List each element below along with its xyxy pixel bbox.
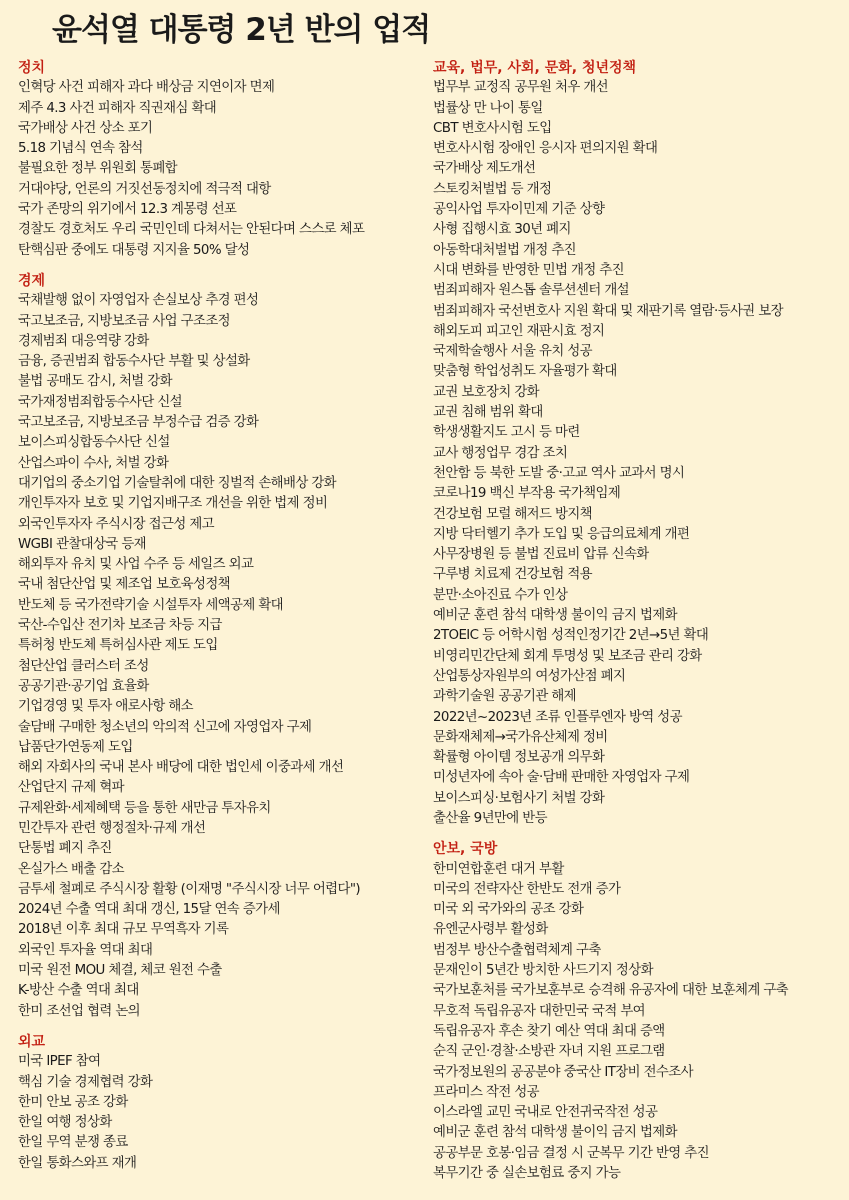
left-column xyxy=(18,58,428,1174)
list-item: 독립유공자 후손 찾기 예산 역대 최대 증액 xyxy=(433,1023,665,1039)
item-list xyxy=(18,78,428,261)
list-item: 보이스피싱합동수사단 신설 xyxy=(18,435,170,451)
list-item: 구루병 치료제 건강보험 적용 xyxy=(433,567,592,583)
list-item: 이스라엘 교민 국내로 안전귀국작전 성공 xyxy=(433,1105,658,1121)
list-item: 반도체 등 국가전략기술 시설투자 세액공제 확대 xyxy=(18,597,283,613)
list-item: 비영리민간단체 회계 투명성 및 보조금 관리 강화 xyxy=(433,648,702,664)
list-item: 한미 안보 공조 강화 xyxy=(18,1094,128,1110)
list-item: 사무장병원 등 불법 진료비 압류 신속화 xyxy=(433,547,649,563)
list-item: 탄핵심판 중에도 대통령 지지율 50% 달성 xyxy=(18,242,250,258)
list-item: 국산-수입산 전기차 보조금 차등 지급 xyxy=(18,618,222,634)
list-item: 프라미스 작전 성공 xyxy=(433,1084,539,1100)
list-item: 금투세 철폐로 주식시장 활황 (이재명 "주식시장 너무 어렵다") xyxy=(18,881,361,897)
section-security-defense xyxy=(433,839,843,1184)
section-politics xyxy=(18,58,428,261)
list-item: 과학기술원 공공기관 해제 xyxy=(433,689,577,705)
list-item: 해외투자 유치 및 사업 수주 등 세일즈 외교 xyxy=(18,557,254,573)
section-diplomacy xyxy=(18,1032,428,1174)
list-item: 사형 집행시효 30년 폐지 xyxy=(433,222,571,238)
list-item: 국가재정범죄합동수사단 신설 xyxy=(18,394,183,410)
list-item: 한미 조선업 협력 논의 xyxy=(18,1003,140,1019)
list-item: 분만·소아진료 수가 인상 xyxy=(433,587,568,603)
section-economy xyxy=(18,271,428,1022)
list-item: 한미연합훈련 대거 부활 xyxy=(433,861,564,877)
list-item: 문화재체제→국가유산체제 정비 xyxy=(433,729,608,745)
list-item: 2024년 수출 역대 최대 갱신, 15달 연속 증가세 xyxy=(18,902,280,918)
list-item: 법무부 교정직 공무원 처우 개선 xyxy=(433,80,608,96)
list-item: 인혁당 사건 피해자 과다 배상금 지연이자 면제 xyxy=(18,80,275,96)
list-item: 기업경영 및 투자 애로사항 해소 xyxy=(18,699,193,715)
list-item: 복무기간 중 실손보험료 중지 가능 xyxy=(433,1166,621,1182)
list-item: 유엔군사령부 활성화 xyxy=(433,922,548,938)
list-item: 산업스파이 수사, 처벌 강화 xyxy=(18,455,169,471)
list-item: 국가배상 제도개선 xyxy=(433,161,536,177)
section-title: 외교 xyxy=(18,1033,46,1050)
list-item: 공공부문 호봉·임금 결정 시 군복무 기간 반영 추진 xyxy=(433,1145,709,1161)
list-item: 금융, 증권범죄 합동수사단 부활 및 상설화 xyxy=(18,354,250,370)
list-item: 국채발행 없이 자영업자 손실보상 추경 편성 xyxy=(18,293,259,309)
list-item: 납품단가연동제 도입 xyxy=(18,739,133,755)
right-column xyxy=(433,58,843,1184)
list-item: 경찰도 경호처도 우리 국민인데 다쳐서는 안된다며 스스로 체포 xyxy=(18,222,365,238)
list-item: 스토킹처벌법 등 개정 xyxy=(433,181,552,197)
list-item: 예비군 훈련 참석 대학생 불이익 금지 법제화 xyxy=(433,1125,677,1141)
list-item: 시대 변화를 반영한 민법 개정 추진 xyxy=(433,262,624,278)
list-item: 미국의 전략자산 한반도 전개 증가 xyxy=(433,881,621,897)
list-item: 해외도피 피고인 재판시효 정지 xyxy=(433,323,605,339)
list-item: K-방산 수출 역대 최대 xyxy=(18,983,139,999)
section-title: 경제 xyxy=(18,272,46,289)
section-title: 정치 xyxy=(18,60,46,76)
list-item: 국내 첨단산업 및 제조업 보호육성정책 xyxy=(18,577,230,593)
list-item: WGBI 관찰대상국 등재 xyxy=(18,536,147,552)
list-item: 국가 존망의 위기에서 12.3 계몽령 선포 xyxy=(18,202,237,218)
list-item: 대기업의 중소기업 기술탈취에 대한 징벌적 손해배상 강화 xyxy=(18,475,336,491)
item-list xyxy=(18,1052,428,1174)
item-list xyxy=(433,78,843,829)
list-item: 코로나19 백신 부작용 국가책임제 xyxy=(433,486,621,502)
list-item: 교사 행정업무 경감 조치 xyxy=(433,445,568,461)
list-item: 국가정보원의 공공분야 중국산 IT장비 전수조사 xyxy=(433,1064,693,1080)
list-item: 해외 자회사의 국내 본사 배당에 대한 법인세 이중과세 개선 xyxy=(18,760,344,776)
list-item: 건강보험 모럴 해저드 방지책 xyxy=(433,506,592,522)
list-item: 공익사업 투자이민제 기준 상향 xyxy=(433,202,605,218)
list-item: 미성년자에 속아 술·담배 판매한 자영업자 구제 xyxy=(433,770,690,786)
list-item: 온실가스 배출 감소 xyxy=(18,861,124,877)
list-item: 한일 무역 분쟁 종료 xyxy=(18,1135,128,1151)
list-item: 지방 닥터헬기 추가 도입 및 응급의료체계 개편 xyxy=(433,526,690,542)
list-item: 술담배 구매한 청소년의 악의적 신고에 자영업자 구제 xyxy=(18,719,312,735)
list-item: 미국 원전 MOU 체결, 체코 원전 수출 xyxy=(18,963,222,979)
list-item: 국가보훈처를 국가보훈부로 승격해 유공자에 대한 보훈체계 구축 xyxy=(433,983,788,999)
list-item: 교권 보호장치 강화 xyxy=(433,384,539,400)
list-item: 국제학술행사 서울 유치 성공 xyxy=(433,344,592,360)
list-item: 학생생활지도 고시 등 마련 xyxy=(433,425,580,441)
list-item: 확률형 아이템 정보공개 의무화 xyxy=(433,750,605,766)
list-item: 단통법 폐지 추진 xyxy=(18,841,112,857)
list-item: 산업단지 규제 혁파 xyxy=(18,780,124,796)
list-item: 민간투자 관련 행정절차·규제 개선 xyxy=(18,820,206,836)
section-education-law-society xyxy=(433,58,843,829)
list-item: 법률상 만 나이 통일 xyxy=(433,100,543,116)
list-item: 국고보조금, 지방보조금 사업 구조조정 xyxy=(18,313,230,329)
list-item: 미국 외 국가와의 공조 강화 xyxy=(433,902,584,918)
list-item: 경제범죄 대응역량 강화 xyxy=(18,333,149,349)
list-item: 범죄피해자 원스톱 솔루션센터 개설 xyxy=(433,283,629,299)
list-item: 아동학대처벌법 개정 추진 xyxy=(433,242,577,258)
list-item: 변호사시험 장애인 응시자 편의지원 확대 xyxy=(433,141,658,157)
list-item: 불법 공매도 감시, 처벌 강화 xyxy=(18,374,172,390)
list-item: 개인투자자 보호 및 기업지배구조 개선을 위한 법제 정비 xyxy=(18,496,328,512)
list-item: 문재인이 5년간 방치한 사드기지 정상화 xyxy=(433,963,653,979)
section-title: 안보, 국방 xyxy=(433,841,498,858)
list-item: 한일 통화스와프 재개 xyxy=(18,1155,137,1171)
list-item: 공공기관·공기업 효율화 xyxy=(18,678,149,694)
list-item: 5.18 기념식 연속 참석 xyxy=(18,141,143,157)
list-item: 범죄피해자 국선변호사 지원 확대 및 재판기록 열람·등사권 보장 xyxy=(433,303,783,319)
list-item: CBT 변호사시험 도입 xyxy=(433,120,552,136)
list-item: 산업통상자원부의 여성가산점 폐지 xyxy=(433,668,626,684)
list-item: 외국인 투자율 역대 최대 xyxy=(18,942,153,958)
list-item: 첨단산업 클러스터 조성 xyxy=(18,658,149,674)
list-item: 국가배상 사건 상소 포기 xyxy=(18,120,153,136)
list-item: 국고보조금, 지방보조금 부정수급 검증 강화 xyxy=(18,415,259,431)
list-item: 순직 군인·경찰·소방관 자녀 지원 프로그램 xyxy=(433,1044,665,1060)
list-item: 천안함 등 북한 도발 중·고교 역사 교과서 명시 xyxy=(433,465,685,481)
list-item: 보이스피싱·보험사기 처벌 강화 xyxy=(433,790,605,806)
list-item: 예비군 훈련 참석 대학생 불이익 금지 법제화 xyxy=(433,608,677,624)
list-item: 2022년~2023년 조류 인플루엔자 방역 성공 xyxy=(433,709,682,725)
list-item: 출산율 9년만에 반등 xyxy=(433,810,547,826)
list-item: 맞춤형 학업성취도 자율평가 확대 xyxy=(433,364,617,380)
item-list xyxy=(433,860,843,1185)
list-item: 불필요한 정부 위원회 통폐합 xyxy=(18,161,177,177)
list-item: 미국 IPEF 참여 xyxy=(18,1054,101,1070)
list-item: 특허청 반도체 특허심사관 제도 도입 xyxy=(18,638,218,654)
list-item: 한일 여행 정상화 xyxy=(18,1115,112,1131)
list-item: 2TOEIC 등 어학시험 성적인정기간 2년→5년 확대 xyxy=(433,628,709,644)
list-item: 교권 침해 범위 확대 xyxy=(433,405,543,421)
list-item: 핵심 기술 경제협력 강화 xyxy=(18,1074,153,1090)
list-item: 거대야당, 언론의 거짓선동정치에 적극적 대항 xyxy=(18,181,271,197)
list-item: 제주 4.3 사건 피해자 직권재심 확대 xyxy=(18,100,217,116)
list-item: 규제완화·세제혜택 등을 통한 새만금 투자유치 xyxy=(18,800,271,816)
list-item: 범정부 방산수출협력체계 구축 xyxy=(433,942,601,958)
page-title: 윤석열 대통령 2년 반의 업적 xyxy=(52,12,431,48)
item-list xyxy=(18,291,428,1022)
section-title: 교육, 법무, 사회, 문화, 청년정책 xyxy=(433,60,637,76)
list-item: 2018년 이후 최대 규모 무역흑자 기록 xyxy=(18,922,229,938)
list-item: 외국인투자자 주식시장 접근성 제고 xyxy=(18,516,214,532)
list-item: 무호적 독립유공자 대한민국 국적 부여 xyxy=(433,1003,645,1019)
